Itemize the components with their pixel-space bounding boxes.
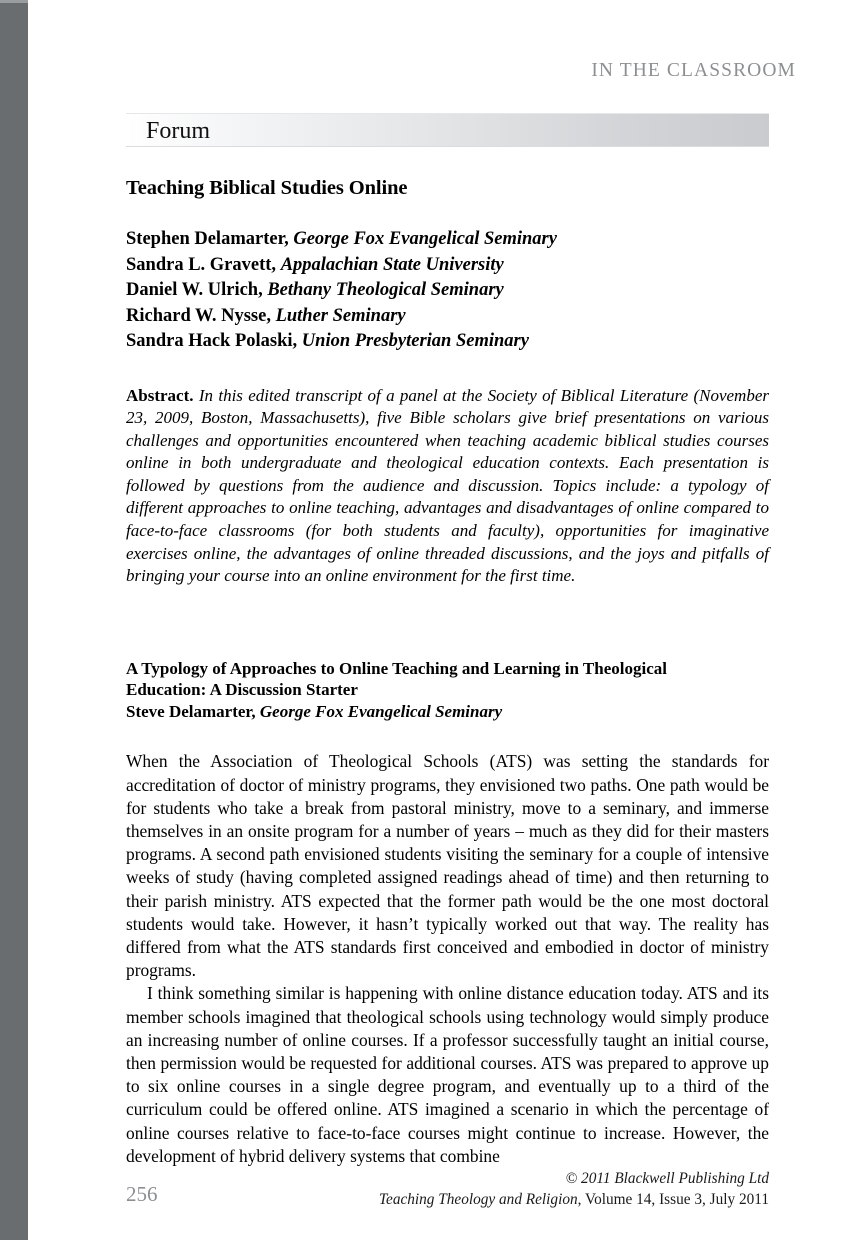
body-paragraph: I think something similar is happening with online distance education today. ATS and its member schools imagined that theological schools using technology would simply produce an increasing number of online courses. If a professor successfully taught an initial course, then permission would be requested for additional courses. ATS was prepared to approve up to six online courses in a single degree program, and eventually up to a third of the curriculum could be offered online. ATS imagined a scenario in which the percentage of online courses relative to face-to-face courses might continue to increase. However, the development of hybrid delivery systems that combine	[126, 983, 769, 1166]
page-title: Teaching Biblical Studies Online	[126, 177, 408, 199]
author-name: Stephen Delamarter,	[126, 229, 289, 249]
page-number: 256	[126, 1182, 158, 1206]
author-entry	[126, 278, 769, 304]
author-entry	[126, 304, 769, 330]
forum-banner	[126, 113, 769, 147]
footer-citation	[379, 1168, 769, 1210]
body-text	[126, 750, 769, 1168]
abstract	[126, 385, 769, 588]
body-paragraph: When the Association of Theological Schools (ATS) was setting the standards for accreditation of doctor of ministry programs, they envisioned two paths. One path would be for students who take a break from pastoral ministry, move to a seminary, and immerse themselves in an onsite program for a number of years – much as they did for their masters programs. A second path envisioned students visiting the seminary for a couple of intensive weeks of study (having completed assigned readings ahead of time) and then returning to their parish ministry. ATS expected that the former path would be the one most doctoral students would take. However, it hasn’t typically worked out that way. The reality has differed from what the ATS standards first conceived and embodied in doctor of ministry programs.	[126, 751, 769, 981]
author-affiliation: Union Presbyterian Seminary	[301, 331, 529, 351]
section-byline-affiliation: George Fox Evangelical Seminary	[259, 701, 503, 721]
article-content	[126, 175, 769, 1168]
author-entry	[126, 227, 769, 253]
section-byline-name: Steve Delamarter,	[126, 701, 256, 721]
copyright-line: © 2011 Blackwell Publishing Ltd	[565, 1170, 769, 1187]
abstract-label: Abstract.	[126, 385, 194, 405]
abstract-text: In this edited transcript of a panel at the Society of Biblical Literature (November 23, 2009, Boston, Massachusetts), five Bible scholars give brief presentations on various challenges and opportunities encountered when teaching academic biblical studies courses online in both undergraduate and theological education contexts. Each presentation is followed by questions from the audience and discussion. Topics include: a typology of different approaches to online teaching, advantages and disadvantages of online compared to face-to-face classrooms (for both students and faculty), opportunities for imaginative exercises online, the advantages of online threaded discussions, and the joys and pitfalls of bringing your course into an online environment for the first time.	[126, 385, 769, 586]
author-affiliation: Appalachian State University	[280, 254, 504, 275]
section-byline	[126, 701, 769, 723]
forum-banner-label: Forum	[146, 118, 211, 144]
author-list	[126, 227, 769, 355]
journal-issue: , Volume 14, Issue 3, July 2011	[577, 1191, 769, 1208]
journal-line	[379, 1189, 769, 1210]
journal-title: Teaching Theology and Religion	[378, 1191, 578, 1208]
section-heading	[126, 658, 769, 723]
author-affiliation: George Fox Evangelical Seminary	[293, 229, 557, 249]
page-footer	[126, 1168, 769, 1218]
author-entry	[126, 329, 769, 355]
section-heading-line-1: A Typology of Approaches to Online Teaching and Learning in Theological	[126, 658, 667, 678]
author-entry	[126, 253, 769, 279]
author-name: Sandra Hack Polaski,	[126, 331, 298, 351]
document-page	[28, 0, 862, 1240]
author-name: Richard W. Nysse,	[126, 305, 271, 326]
author-name: Sandra L. Gravett,	[126, 254, 277, 275]
running-head: IN THE CLASSROOM	[591, 60, 796, 81]
author-name: Daniel W. Ulrich,	[126, 280, 263, 300]
page-edge-strip-highlight	[0, 0, 28, 3]
author-affiliation: Bethany Theological Seminary	[267, 280, 504, 300]
section-heading-line-2: Education: A Discussion Starter	[126, 680, 358, 700]
author-affiliation: Luther Seminary	[275, 305, 406, 326]
page-edge-strip	[0, 0, 28, 1240]
